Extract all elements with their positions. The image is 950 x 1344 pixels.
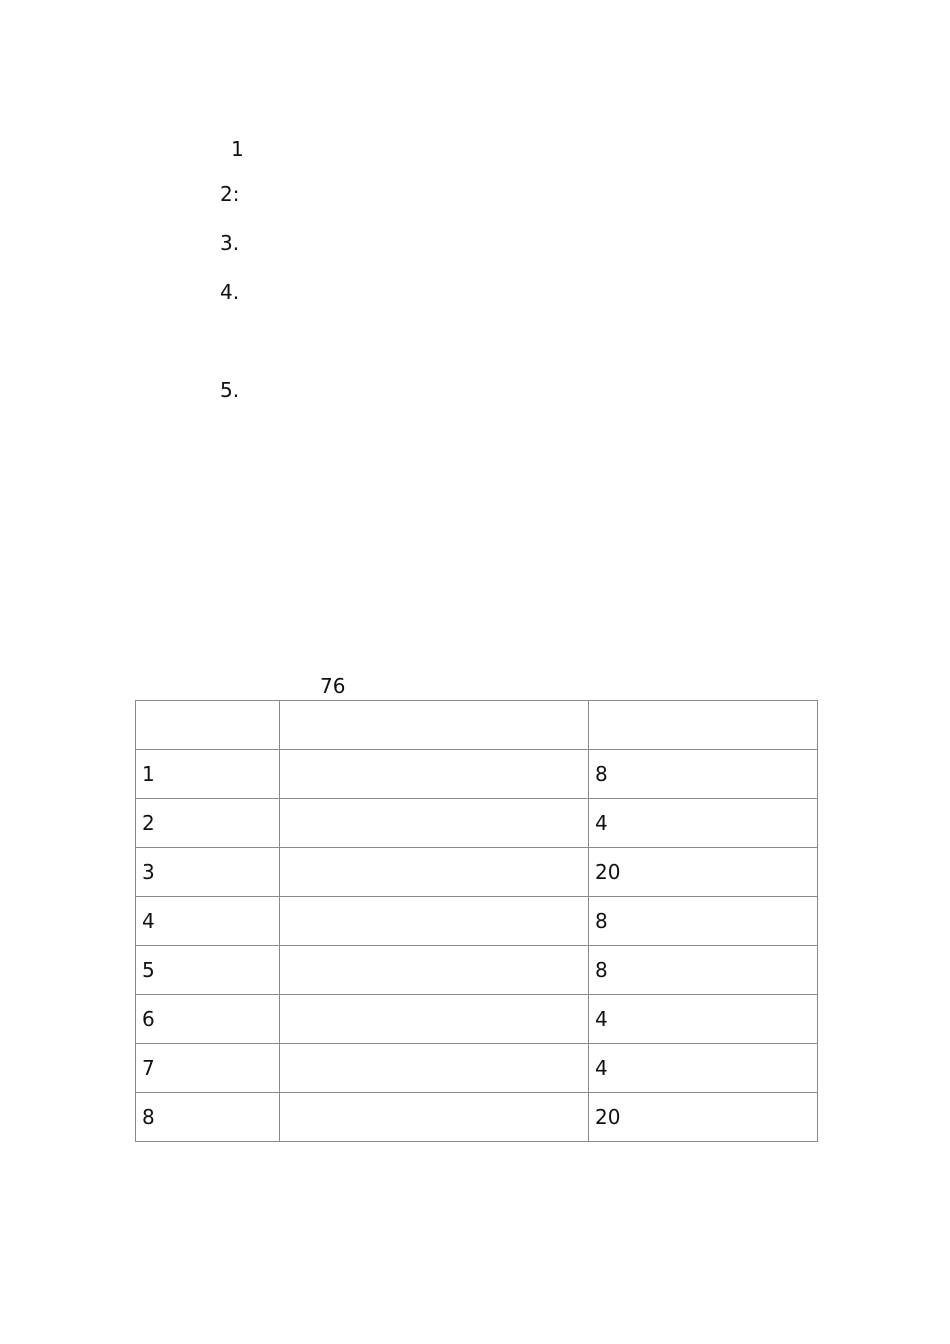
table-cell bbox=[280, 1044, 589, 1093]
table-cell: 4 bbox=[589, 1044, 818, 1093]
table-row bbox=[136, 799, 818, 848]
table-cell bbox=[280, 995, 589, 1044]
table-cell: 20 bbox=[589, 848, 818, 897]
data-table bbox=[135, 700, 818, 1142]
table-header-cell bbox=[589, 701, 818, 750]
table-cell: 6 bbox=[136, 995, 280, 1044]
table-cell: 4 bbox=[589, 995, 818, 1044]
table-cell: 3 bbox=[136, 848, 280, 897]
list-marker: 4. bbox=[220, 280, 240, 304]
table-cell bbox=[280, 897, 589, 946]
table-cell bbox=[280, 750, 589, 799]
table-row bbox=[136, 897, 818, 946]
list-marker: 2: bbox=[220, 182, 240, 206]
table-cell: 5 bbox=[136, 946, 280, 995]
table-row bbox=[136, 750, 818, 799]
table-cell bbox=[280, 848, 589, 897]
table-row bbox=[136, 946, 818, 995]
table-cell: 8 bbox=[136, 1093, 280, 1142]
table-cell: 1 bbox=[136, 750, 280, 799]
table-row bbox=[136, 995, 818, 1044]
table-cell: 4 bbox=[589, 799, 818, 848]
table-row bbox=[136, 1093, 818, 1142]
table-caption: 76 bbox=[320, 674, 346, 698]
table-header-row bbox=[136, 701, 818, 750]
table-row bbox=[136, 848, 818, 897]
table-row bbox=[136, 1044, 818, 1093]
table-header-cell bbox=[136, 701, 280, 750]
table-cell: 7 bbox=[136, 1044, 280, 1093]
table-header-cell bbox=[280, 701, 589, 750]
table-cell: 2 bbox=[136, 799, 280, 848]
table-cell: 8 bbox=[589, 750, 818, 799]
table-cell bbox=[280, 1093, 589, 1142]
list-marker: 5. bbox=[220, 378, 240, 402]
table-cell: 8 bbox=[589, 897, 818, 946]
table-cell bbox=[280, 799, 589, 848]
table-cell: 4 bbox=[136, 897, 280, 946]
table-cell bbox=[280, 946, 589, 995]
list-marker: 1 bbox=[231, 137, 244, 161]
table-cell: 8 bbox=[589, 946, 818, 995]
list-marker: 3. bbox=[220, 231, 240, 255]
table-cell: 20 bbox=[589, 1093, 818, 1142]
